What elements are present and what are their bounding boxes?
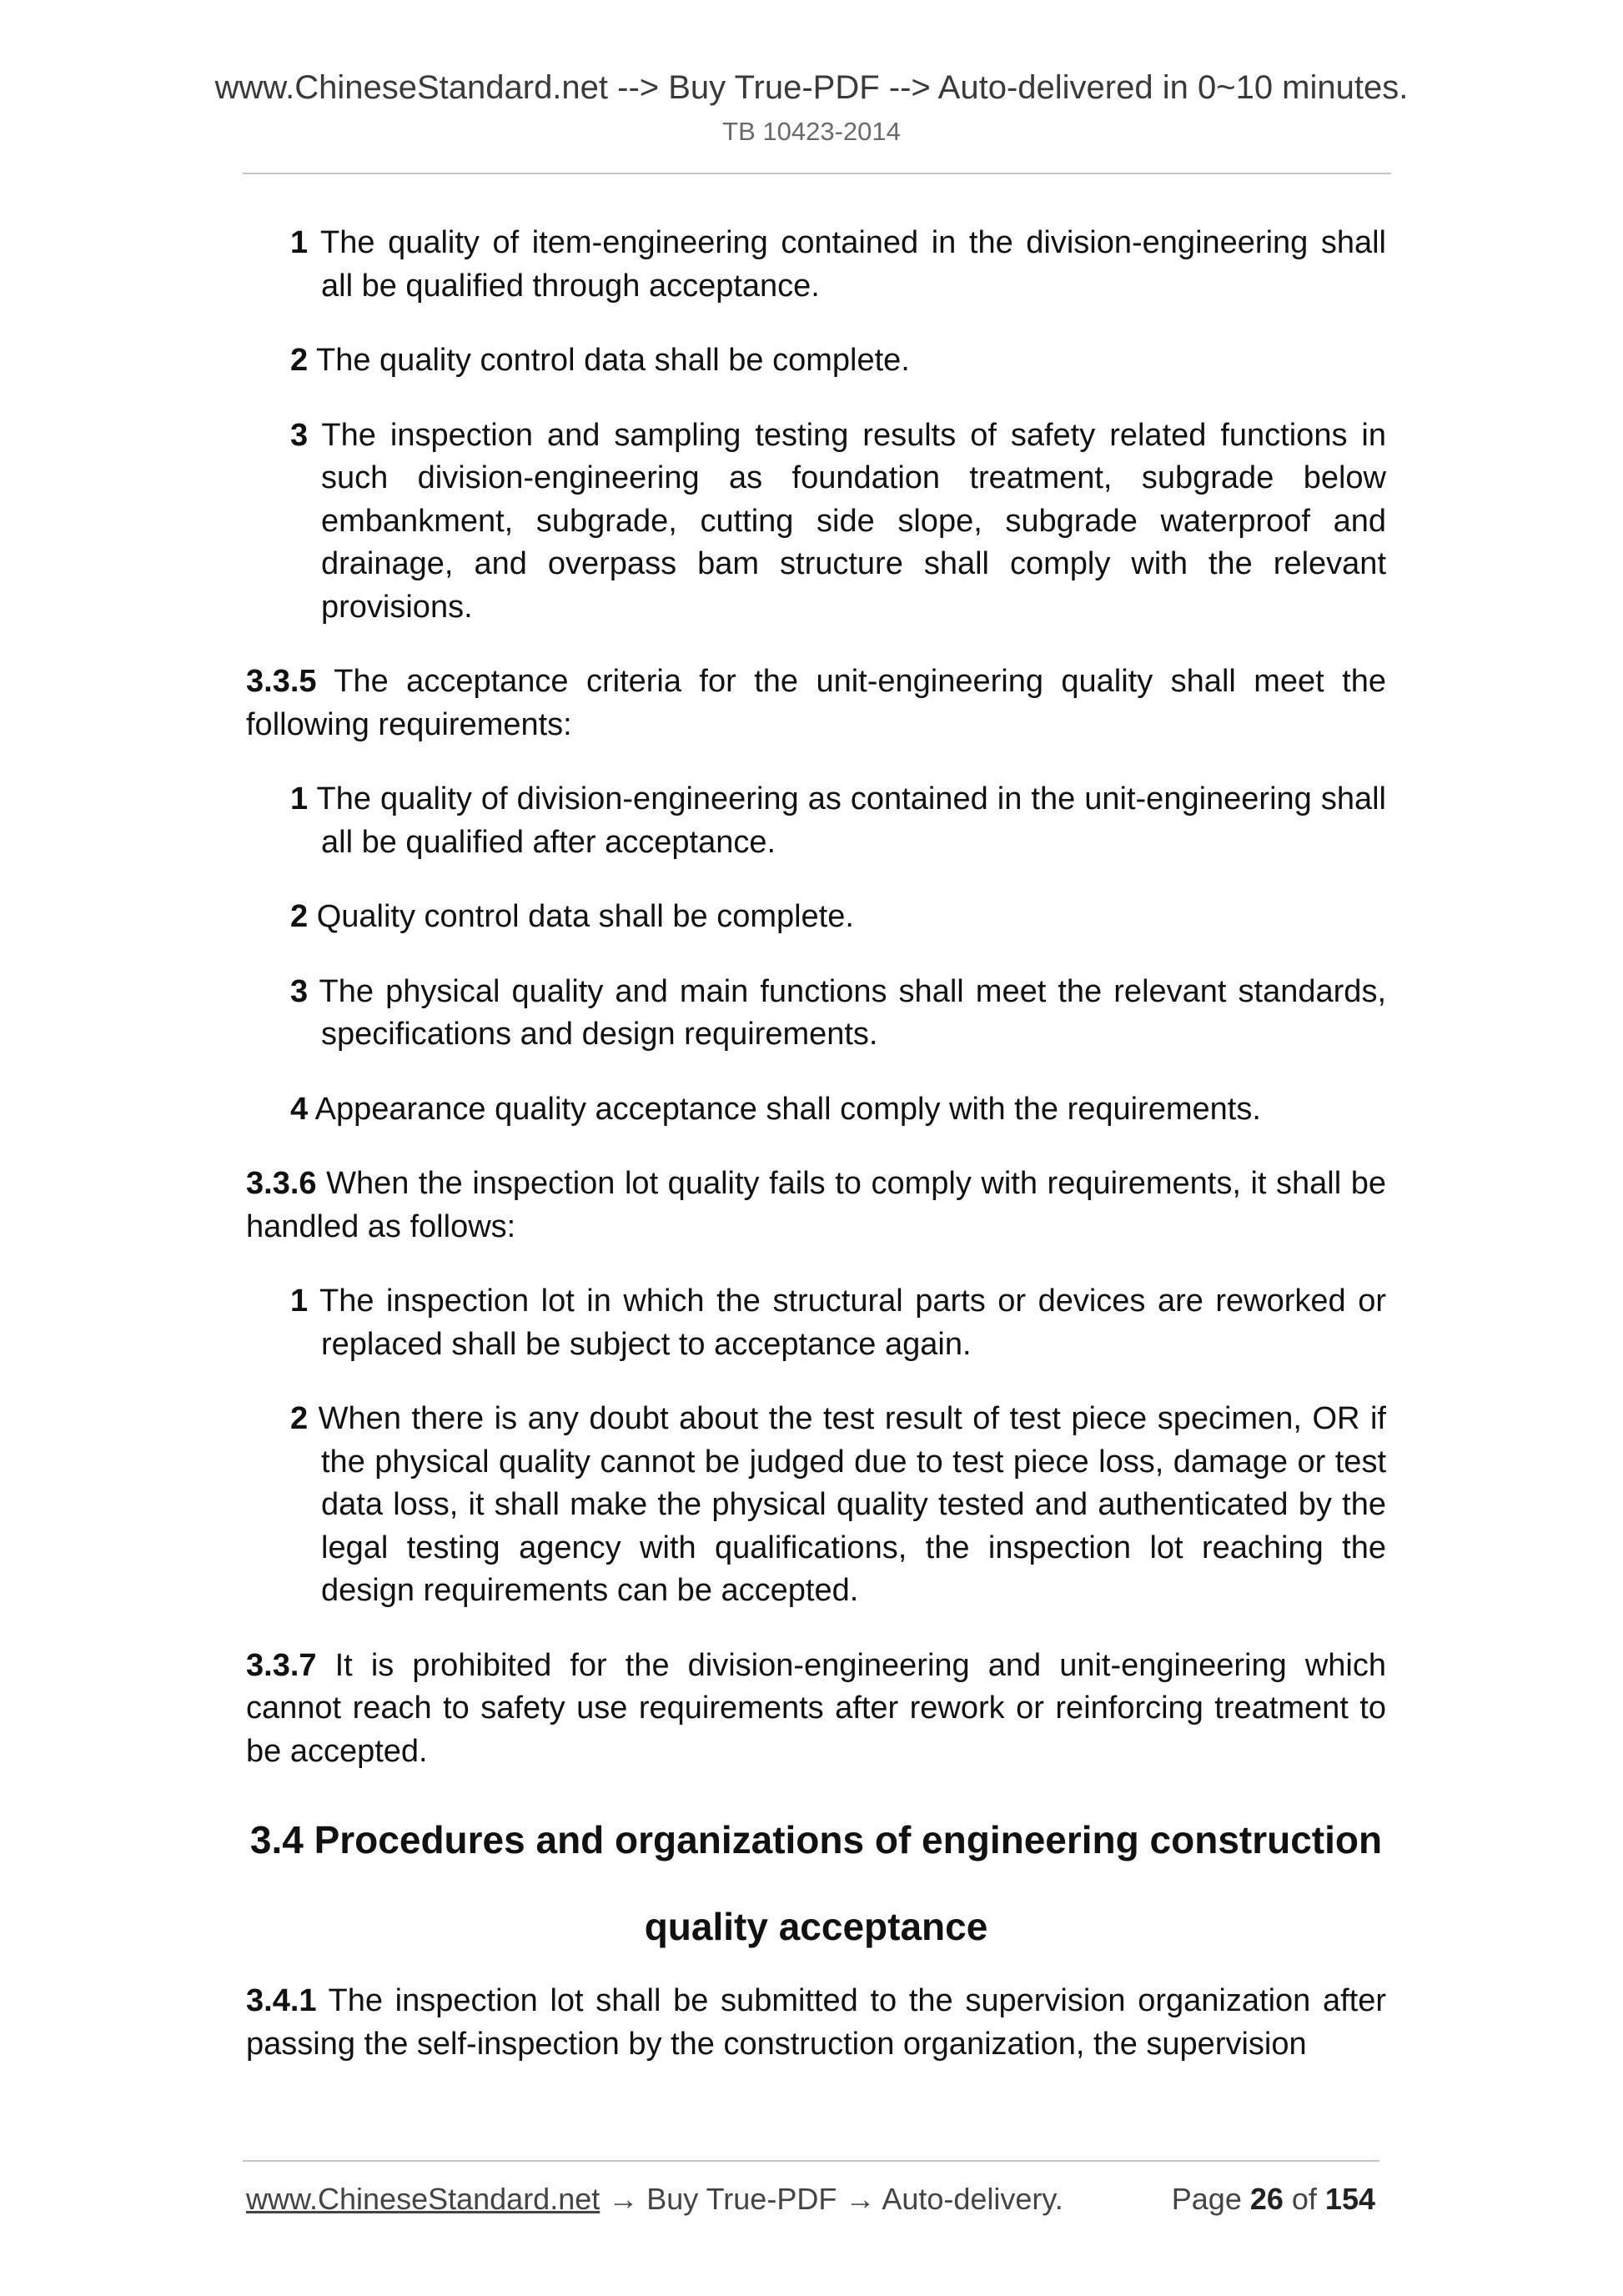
section-heading-3-4 bbox=[246, 1796, 1386, 1970]
page-footer bbox=[246, 2178, 1380, 2220]
section-heading-line2: quality acceptance bbox=[644, 1905, 988, 1948]
list-item: 3 The physical quality and main functions shall meet the relevant standards, specifications and design requirements. bbox=[290, 973, 1386, 1052]
section-heading-line1: 3.4 Procedures and organizations of engineering construction bbox=[249, 1818, 1383, 1861]
list-item: 4 Appearance quality acceptance shall comply with the requirements. bbox=[290, 1091, 1261, 1127]
current-page: 26 bbox=[1249, 2182, 1284, 2216]
list-item: 1 The quality of item-engineering contained in the division-engineering shall all be qualified through acceptance. bbox=[290, 225, 1386, 304]
page-number: Page 26 of 154 bbox=[1171, 2182, 1375, 2216]
list-item: 1 The quality of division-engineering as contained in the unit-engineering shall all be qualified after acceptance. bbox=[290, 781, 1386, 860]
list-item: 3 The inspection and sampling testing results of safety related functions in such division-engineering as foundation treatment, subgrade below embankment, subgrade, cutting side slope, subgrade waterproof and drainage, and overpass bam structure shall comply with the relevant provisions. bbox=[290, 417, 1386, 625]
clause-3-3-7: 3.3.7 It is prohibited for the division-engineering and unit-engineering which cannot reach to safety use requirements after rework or reinforcing treatment to be accepted. bbox=[246, 1647, 1386, 1769]
total-pages: 154 bbox=[1324, 2182, 1375, 2216]
clause-3-4-1: 3.4.1 The inspection lot shall be submitted to the supervision organization after passing the self-inspection by the construction organization, the supervision bbox=[246, 1983, 1386, 2062]
list-item: 2 The quality control data shall be complete. bbox=[290, 343, 910, 378]
footer-promo-text: → Buy True-PDF → Auto-delivery. bbox=[600, 2182, 1063, 2216]
header-promo-line: www.ChineseStandard.net --> Buy True-PDF --> Auto-delivered in 0~10 minutes. bbox=[214, 69, 1409, 106]
list-item: 1 The inspection lot in which the structural parts or devices are reworked or replaced shall be subject to acceptance again. bbox=[290, 1284, 1386, 1362]
list-item: 2 When there is any doubt about the test result of test piece specimen, OR if the physical quality cannot be judged due to test piece loss, damage or test data loss, it shall make the physical quality tested and authenticated by the legal testing agency with qualifications, the inspection lot reaching the design requirements can be accepted. bbox=[290, 1401, 1386, 1608]
header-divider bbox=[243, 173, 1391, 174]
footer-divider bbox=[243, 2160, 1379, 2162]
site-link[interactable]: www.ChineseStandard.net bbox=[246, 2182, 600, 2216]
footer-promo bbox=[246, 2178, 1063, 2220]
standard-code: TB 10423-2014 bbox=[722, 117, 901, 146]
page-header bbox=[0, 65, 1623, 150]
clause-3-3-5: 3.3.5 The acceptance criteria for the unit-engineering quality shall meet the following requirements: bbox=[246, 664, 1386, 742]
list-item: 2 Quality control data shall be complete. bbox=[290, 899, 854, 934]
clause-3-3-6: 3.3.6 When the inspection lot quality fails to comply with requirements, it shall be handled as follows: bbox=[246, 1166, 1386, 1244]
document-body bbox=[246, 222, 1386, 2066]
